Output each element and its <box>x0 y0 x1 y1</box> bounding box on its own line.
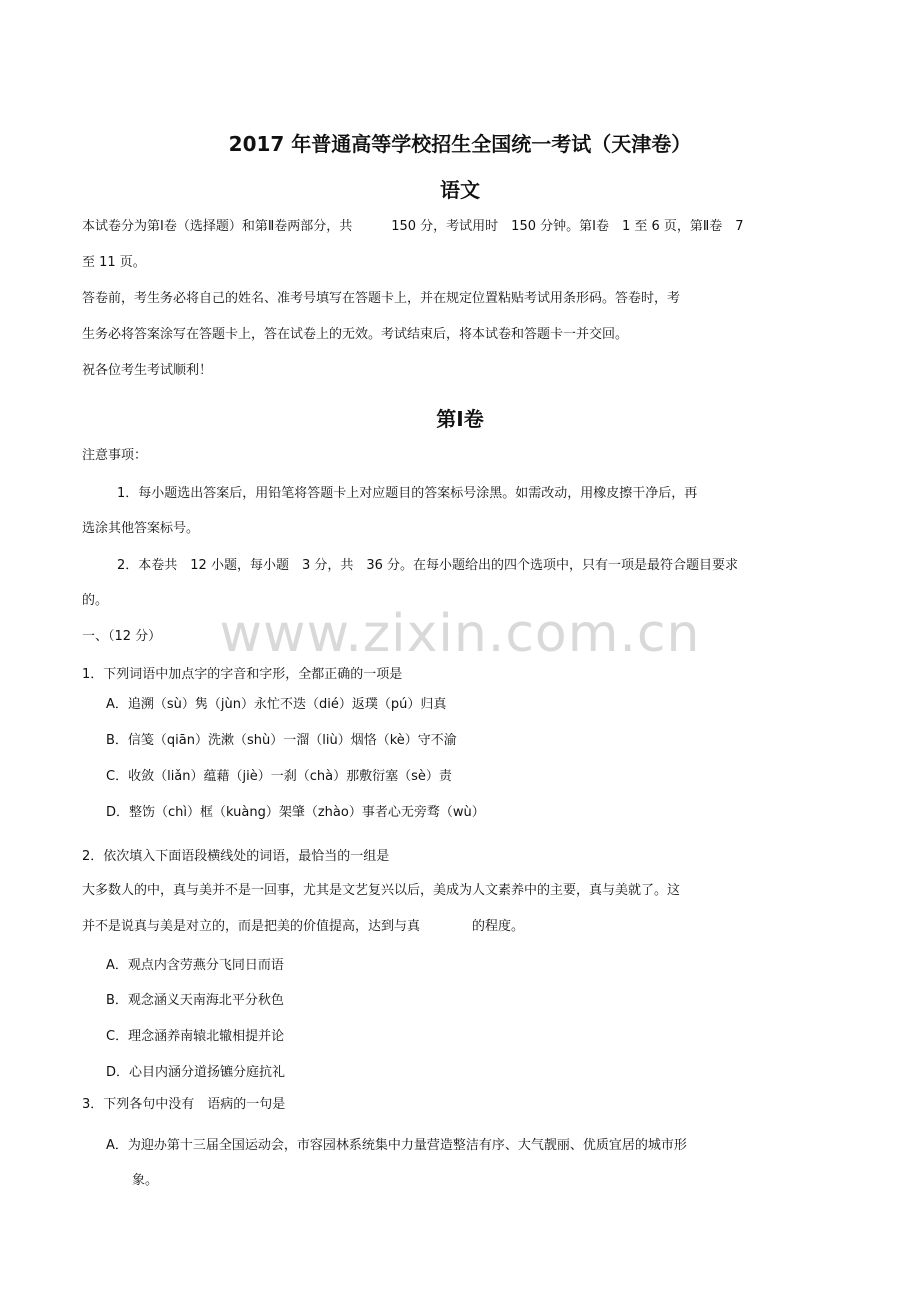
intro-line-3: 答卷前，考生务必将自己的姓名、准考号填写在答题卡上，并在规定位置粘贴考试用条形码。答卷时，考 <box>82 291 681 306</box>
q1-option-a: A．追溯（sù）隽（jùn）永忙不迭（dié）返璞（pú）归真 <box>106 697 447 712</box>
notice-2a: 2．本卷共 12 小题，每小题 3 分，共 36 分。在每小题给出的四个选项中，只有一项是最符合题目要求 <box>117 558 739 573</box>
q2-option-c: C．理念涵养南辕北辙相提并论 <box>106 1029 285 1044</box>
q1-stem: 1．下列词语中加点字的字音和字形，全都正确的一项是 <box>82 667 403 682</box>
q2-stem: 2．依次填入下面语段横线处的词语，最恰当的一组是 <box>82 849 390 864</box>
q3-stem: 3．下列各句中没有 语病的一句是 <box>82 1097 286 1112</box>
part-heading: 一、（12 分） <box>82 629 162 644</box>
section-title: 第Ⅰ卷 <box>436 407 484 431</box>
notice-heading: 注意事项： <box>82 448 148 463</box>
subject-title: 语文 <box>440 178 480 202</box>
q2-option-d: D．心目内涵分道扬镳分庭抗礼 <box>106 1065 286 1080</box>
q2-passage-1: 大多数人的中，真与美并不是一回事，尤其是文艺复兴以后，美成为人文素养中的主要，真与美就了。这 <box>82 883 681 898</box>
intro-line-4: 生务必将答案涂写在答题卡上，答在试卷上的无效。考试结束后，将本试卷和答题卡一并交回。 <box>82 327 629 342</box>
q3-option-a-1: A．为迎办第十三届全国运动会，市容园林系统集中力量营造整洁有序、大气靓丽、优质宜居的城市形 <box>106 1138 687 1153</box>
q2-passage-2: 并不是说真与美是对立的，而是把美的价值提高，达到与真 的程度。 <box>82 919 525 934</box>
q3-option-a-2: 象。 <box>132 1173 159 1188</box>
notice-1a: 1．每小题选出答案后，用铅笔将答题卡上对应题目的答案标号涂黑。如需改动，用橡皮擦干净后，再 <box>117 486 698 501</box>
intro-line-1: 本试卷分为第Ⅰ卷（选择题）和第Ⅱ卷两部分，共 150 分，考试用时 150 分钟。第Ⅰ卷 1 至 6 页，第Ⅱ卷 7 <box>82 219 744 234</box>
intro-line-2: 至 11 页。 <box>82 255 146 270</box>
q1-option-b: B．信笺（qiān）洗漱（shù）一溜（liù）烟恪（kè）守不渝 <box>106 733 457 748</box>
notice-1b: 选涂其他答案标号。 <box>82 521 200 536</box>
q2-option-b: B．观念涵义天南海北平分秋色 <box>106 993 284 1008</box>
intro-line-5: 祝各位考生考试顺利！ <box>82 363 213 378</box>
q1-option-c: C．收敛（liǎn）蕴藉（jiè）一刹（chà）那敷衍塞（sè）责 <box>106 769 452 784</box>
exam-title: 2017 年普通高等学校招生全国统一考试（天津卷） <box>228 132 692 156</box>
notice-2b: 的。 <box>82 593 109 608</box>
q1-option-d: D．整饬（chì）框（kuàng）架肇（zhào）事者心无旁骛（wù） <box>106 805 485 820</box>
watermark: www.zixin.com.cn <box>219 604 701 664</box>
q2-option-a: A．观点内含劳燕分飞同日而语 <box>106 958 284 973</box>
